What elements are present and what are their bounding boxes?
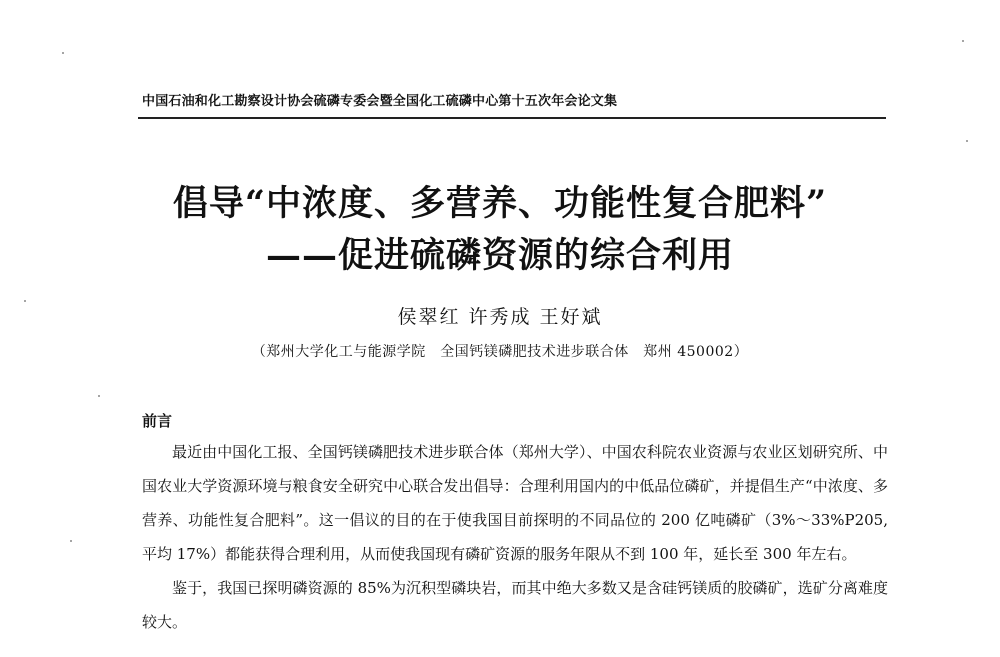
paper-title-line-2: ——促进硫磷资源的综合利用 [265, 235, 734, 276]
author-list: 侯翠红 许秀成 王好斌 [397, 306, 603, 328]
scan-speck [962, 40, 964, 42]
paragraph: 最近由中国化工报、全国钙镁磷肥技术进步联合体（郑州大学）、中国农科院农业资源与农业区划研究所、中国农业大学资源环境与粮食安全研究中心联合发出倡导：合理利用国内的中低品位磷矿，并提倡生产“中浓度、多营养、功能性复合肥料”。这一倡议的目的在于使我国目前探明的不同品位的 200 亿吨磷矿（3%～33%P205,平均 17%）都能获得合理利用，从而使我国现有磷矿资源的服务年限从不到 100 年，延长至 300 年左右。 [142, 443, 888, 563]
scan-speck [966, 140, 968, 142]
scan-speck [24, 300, 26, 302]
author-affiliation: （郑州大学化工与能源学院 全国钙镁磷肥技术进步联合体 郑州 450002） [251, 344, 749, 360]
running-header: 中国石油和化工勘察设计协会硫磷专委会暨全国化工硫磷中心第十五次年会论文集 [142, 94, 618, 109]
scan-speck [98, 395, 100, 397]
scan-speck [70, 540, 72, 542]
scan-speck [62, 52, 64, 54]
header-divider [138, 117, 886, 119]
paper-title-line-1: 倡导“中浓度、多营养、功能性复合肥料” [172, 183, 828, 224]
paragraph: 鉴于，我国已探明磷资源的 85%为沉积型磷块岩，而其中绝大多数又是含硅钙镁质的胶磷矿，选矿分离难度较大。 [142, 579, 888, 631]
body-text [142, 435, 888, 639]
section-heading: 前言 [142, 412, 173, 430]
